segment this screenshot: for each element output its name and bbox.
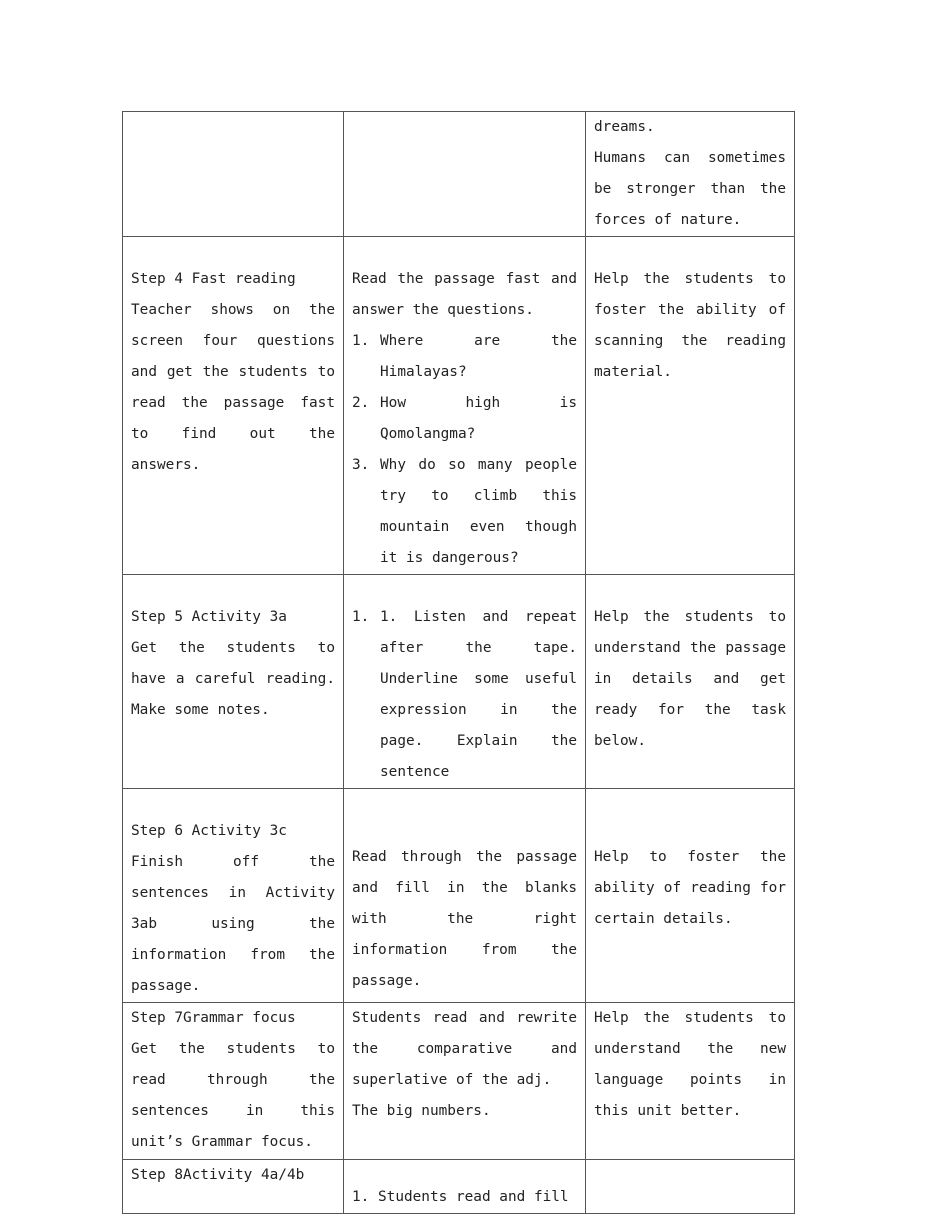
step-title: Step 7Grammar focus (131, 1010, 296, 1026)
table-row (123, 112, 795, 237)
table-row (123, 575, 795, 789)
list-item (352, 326, 577, 388)
step-cell (123, 575, 344, 789)
step-description: Teacher shows on the screen four questions and get the students to read the passage fast to find out the answers. (131, 302, 335, 473)
step-cell (123, 789, 344, 1003)
purpose-text: Help the students to foster the ability of scanning the reading material. (594, 271, 786, 380)
list-number: 3. (352, 457, 370, 473)
list-item (352, 388, 577, 450)
step-description: Get the students to read through the sentences in this unit’s Grammar focus. (131, 1041, 335, 1150)
purpose-cell (586, 1160, 795, 1214)
question-list (352, 326, 577, 574)
table-row (123, 237, 795, 575)
step-cell (123, 1003, 344, 1160)
purpose-cell (586, 1003, 795, 1160)
list-item (352, 602, 577, 788)
step-title: Step 4 Fast reading (131, 271, 296, 287)
purpose-cell (586, 789, 795, 1003)
activity-cell (344, 1160, 586, 1214)
list-item (352, 450, 577, 574)
activity-cell (344, 789, 586, 1003)
table-row (123, 789, 795, 1003)
step-title: Step 5 Activity 3a (131, 609, 287, 625)
activity-cell (344, 237, 586, 575)
step-cell (123, 237, 344, 575)
activity-cell (344, 1003, 586, 1160)
list-text: Why do so many people try to climb this mountain even though it is dangerous? (380, 457, 577, 566)
list-number: 1. (352, 333, 370, 349)
purpose-cell (586, 575, 795, 789)
purpose-text: Humans can sometimes be stronger than the forces of nature. (594, 150, 786, 228)
table-row (123, 1160, 795, 1214)
list-text: 1. Listen and repeat after the tape. Underline some useful expression in the page. Explain the sentence (380, 609, 577, 780)
step-title: Step 6 Activity 3c (131, 823, 287, 839)
activity-cell (344, 112, 586, 237)
activity-list (352, 602, 577, 788)
step-cell (123, 112, 344, 237)
list-text: Where are the Himalayas? (380, 333, 577, 380)
activity-intro: Read the passage fast and answer the questions. (352, 271, 577, 318)
step-cell (123, 1160, 344, 1214)
step-description: Get the students to have a careful reading. Make some notes. (131, 640, 335, 718)
table-row (123, 1003, 795, 1160)
activity-text: 1. Students read and fill (352, 1189, 569, 1205)
list-number: 1. (352, 609, 370, 625)
step-title: Step 8Activity 4a/4b (131, 1167, 305, 1183)
purpose-text: Help the students to understand the new language points in this unit better. (594, 1010, 786, 1119)
activity-text: Read through the passage and fill in the blanks with the right information from the passage. (352, 849, 577, 989)
activity-text: Students read and rewrite the comparative and superlative of the adj. (352, 1010, 577, 1088)
list-number: 2. (352, 395, 370, 411)
lesson-plan-table (122, 111, 795, 1214)
purpose-text: dreams. (594, 119, 655, 135)
purpose-cell (586, 237, 795, 575)
step-description: Finish off the sentences in Activity 3ab using the information from the passage. (131, 854, 335, 994)
purpose-text: Help the students to understand the passage in details and get ready for the task below. (594, 609, 786, 749)
list-text: How high is Qomolangma? (380, 395, 577, 442)
purpose-cell (586, 112, 795, 237)
activity-cell (344, 575, 586, 789)
activity-text: The big numbers. (352, 1103, 491, 1119)
purpose-text: Help to foster the ability of reading for certain details. (594, 849, 786, 927)
